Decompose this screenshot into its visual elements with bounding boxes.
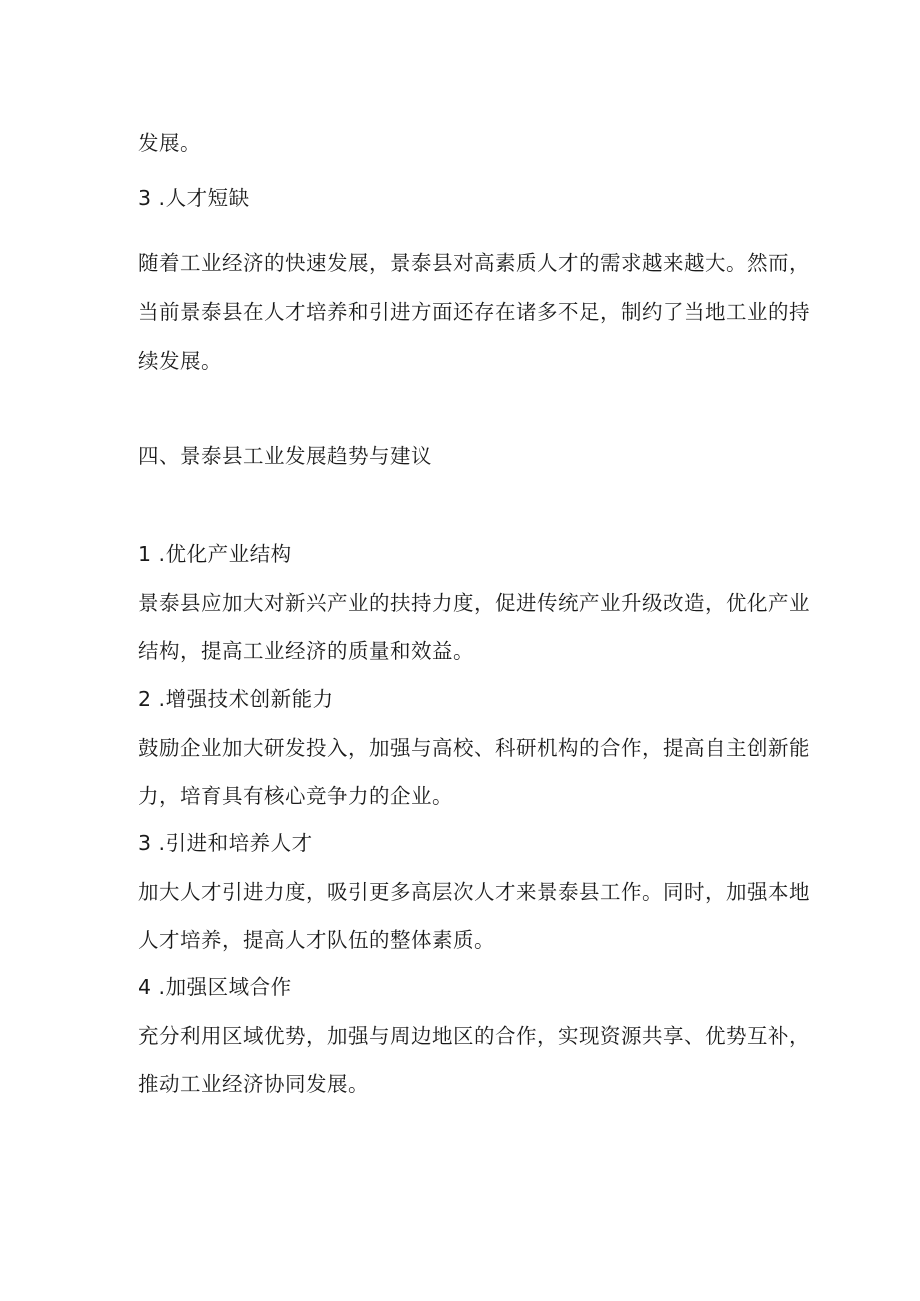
subheading-talent: 3 .引进和培养人才 [138,831,313,855]
subheading-regional-cooperation: 4 .加强区域合作 [138,975,292,999]
paragraph-line: 当前景泰县在人才培养和引进方面还存在诸多不足，制约了当地工业的持 [138,300,810,324]
paragraph-line: 推动工业经济协同发展。 [138,1072,369,1096]
paragraph-line: 力，培育具有核心竞争力的企业。 [138,784,453,808]
paragraph-line: 鼓励企业加大研发投入，加强与高校、科研机构的合作，提高自主创新能 [138,736,810,760]
paragraph-line: 随着工业经济的快速发展，景泰县对高素质人才的需求越来越大。然而， [138,251,810,275]
paragraph-line: 景泰县应加大对新兴产业的扶持力度，促进传统产业升级改造，优化产业 [138,591,810,615]
subheading-talent-shortage: 3 .人才短缺 [138,186,250,210]
section-heading: 四、景泰县工业发展趋势与建议 [138,444,432,468]
subheading-optimize-structure: 1 .优化产业结构 [138,542,292,566]
paragraph-line: 结构，提高工业经济的质量和效益。 [138,639,474,663]
paragraph-line: 加大人才引进力度，吸引更多高层次人才来景泰县工作。同时，加强本地 [138,880,810,904]
paragraph-line: 人才培养，提高人才队伍的整体素质。 [138,928,495,952]
paragraph-line: 续发展。 [138,349,222,373]
subheading-innovation: 2 .增强技术创新能力 [138,687,334,711]
paragraph-line: 发展。 [138,131,201,155]
paragraph-line: 充分利用区域优势，加强与周边地区的合作，实现资源共享、优势互补， [138,1024,810,1048]
